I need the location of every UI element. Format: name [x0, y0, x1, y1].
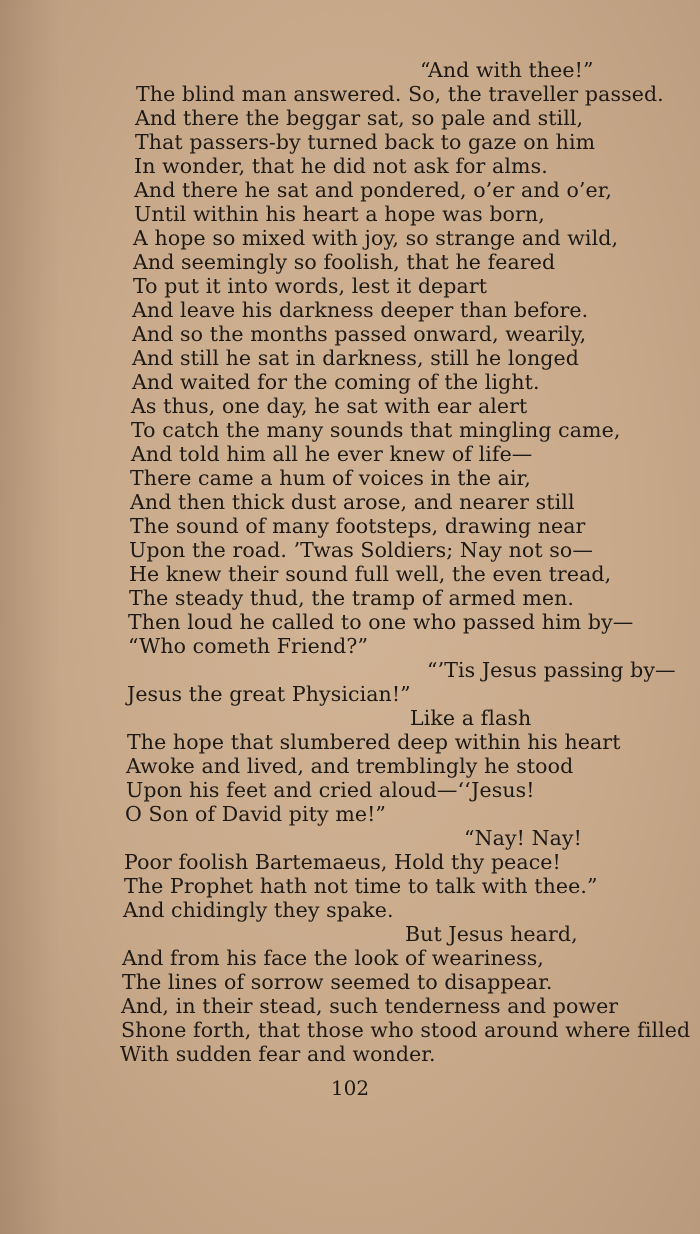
poem-line: Shone forth, that those who stood around where filled: [121, 1018, 691, 1042]
poem-line: “Who cometh Friend?”: [128, 634, 369, 658]
poem-line: To catch the many sounds that mingling came,: [131, 418, 621, 442]
poem-line: And chidingly they spake.: [123, 898, 394, 922]
poem-line: Jesus the great Physician!”: [127, 682, 411, 706]
poem-line: And so the months passed onward, wearily,: [132, 322, 587, 346]
poem-line: The hope that slumbered deep within his heart: [127, 730, 621, 754]
poem-line: And told him all he ever knew of life—: [131, 442, 533, 466]
poem-line: A hope so mixed with joy, so strange and wild,: [133, 226, 619, 250]
page-edge-shadow: [0, 0, 60, 1234]
poem-line: In wonder, that he did not ask for alms.: [134, 154, 548, 178]
poem-line: Then loud he called to one who passed him by—: [128, 610, 634, 634]
poem-line: But Jesus heard,: [405, 922, 578, 946]
poem-line: And from his face the look of weariness,: [122, 946, 544, 970]
poem-line: Upon the road. ’Twas Soldiers; Nay not so—: [129, 538, 593, 562]
poem-line: He knew their sound full well, the even tread,: [129, 562, 612, 586]
poem-line: And seemingly so foolish, that he feared: [133, 250, 556, 274]
poem-line: The Prophet hath not time to talk with thee.”: [124, 874, 598, 898]
poem-line: Upon his feet and cried aloud—‘‘Jesus!: [126, 778, 535, 802]
poem-line: There came a hum of voices in the air,: [130, 466, 531, 490]
poem-line: That passers-by turned back to gaze on him: [135, 130, 596, 154]
poem-line: And still he sat in darkness, still he longed: [132, 346, 579, 370]
poem-line: “Nay! Nay!: [464, 826, 582, 850]
poem-line: With sudden fear and wonder.: [120, 1042, 436, 1066]
poem-line: And waited for the coming of the light.: [132, 370, 540, 394]
poem-line: And then thick dust arose, and nearer still: [130, 490, 575, 514]
poem-line: Awoke and lived, and tremblingly he stood: [126, 754, 574, 778]
poem-line: Until within his heart a hope was born,: [134, 202, 545, 226]
poem-line: And leave his darkness deeper than before.: [132, 298, 589, 322]
poem-line: And there he sat and pondered, o’er and o’er,: [134, 178, 613, 202]
poem-line: The lines of sorrow seemed to disappear.: [122, 970, 553, 994]
poem-line: As thus, one day, he sat with ear alert: [131, 394, 528, 418]
poem-line: And, in their stead, such tenderness and power: [121, 994, 619, 1018]
poem-line: The sound of many footsteps, drawing near: [130, 514, 586, 538]
poem-line: “And with thee!”: [420, 58, 594, 82]
poem-line: And there the beggar sat, so pale and still,: [135, 106, 584, 130]
page-number: 102: [330, 1076, 370, 1100]
poem-line: Poor foolish Bartemaeus, Hold thy peace!: [124, 850, 561, 874]
poem-line: The steady thud, the tramp of armed men.: [129, 586, 575, 610]
poem-line: “’Tis Jesus passing by—: [427, 658, 676, 682]
poem-line: O Son of David pity me!”: [125, 802, 387, 826]
poem-line: The blind man answered. So, the traveller passed.: [136, 82, 664, 106]
poem-line: To put it into words, lest it depart: [133, 274, 488, 298]
poem-line: Like a flash: [410, 706, 532, 730]
